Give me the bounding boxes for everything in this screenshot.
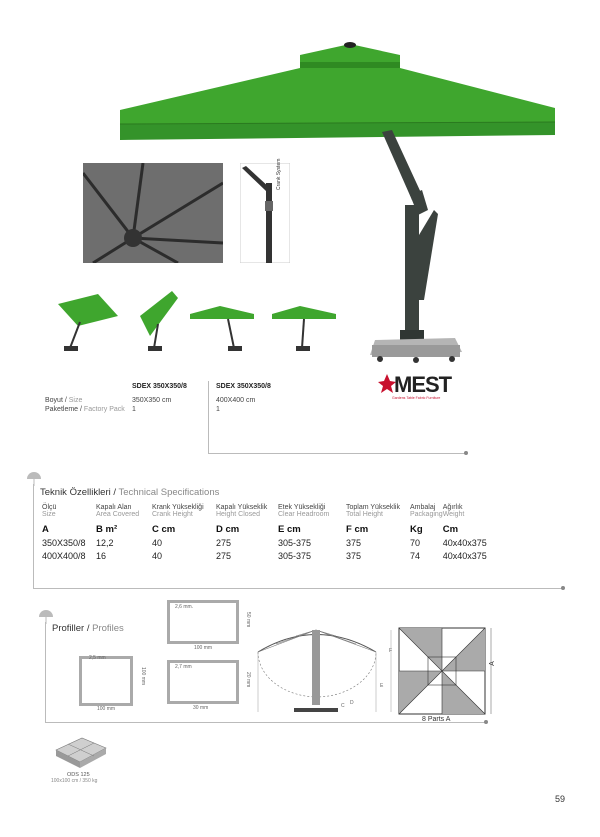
dim-c: C [341, 703, 345, 709]
crank-system-photo [240, 163, 290, 263]
spec-col1-header: SDEX 350X350/8 [132, 383, 187, 390]
base-code: ODS 125 [67, 772, 90, 778]
profile3-width: 30 mm [193, 705, 209, 711]
umbrella-canopy [120, 68, 555, 140]
spec-underline [208, 453, 465, 454]
col-en: Clear Headroom [278, 511, 330, 518]
spec-size-value-1: 350X350 cm [132, 397, 172, 404]
spec-col2-header: SDEX 350X350/8 [216, 383, 271, 390]
table-row: 350X350/8 12,2 40 275 305-375 375 70 40x40x375 [42, 538, 487, 548]
col-en: Crank Height [152, 511, 193, 518]
col-tr: Etek Yüksekliği [278, 504, 326, 511]
profile2-thickness: 2,6 mm. [175, 604, 194, 610]
rule-end-dot [464, 451, 468, 455]
profiles-rule-v [45, 622, 46, 723]
profiles-title: Profiller / Profiles [52, 623, 124, 634]
profile1-thickness: 2,5 mm [89, 655, 106, 661]
col-tr: Ağırlık [442, 504, 463, 511]
col-key: B m² [96, 524, 118, 535]
col-key: Cm [442, 524, 459, 535]
tech-section-title: Teknik Özellikleri / Technical Specifications [40, 487, 220, 498]
canopy-plan-diagram [398, 627, 494, 717]
profile2-height: 50 mm [245, 612, 251, 628]
tech-spec-table [42, 504, 503, 561]
col-tr: Toplam Yükseklik [346, 504, 400, 511]
col-tr: Ambalaj [410, 504, 436, 511]
profile3-height: 20 mm [245, 672, 251, 688]
col-en: Weight [442, 511, 465, 518]
eight-parts-label: 8 Parts A [422, 716, 451, 723]
profile3-thickness: 2,7 mm [175, 664, 192, 670]
profile2-width: 100 mm [194, 645, 213, 651]
spec-row-pack-label: Paketleme / Factory Pack [45, 406, 125, 413]
tech-section-rule-h [33, 588, 563, 589]
mest-logo-text: MEST [394, 372, 452, 397]
profile1-width: 100 mm [97, 706, 116, 712]
col-tr: Krank Yüksekliği [152, 504, 204, 511]
base-spec: 100x100 cm / 350 kg [51, 778, 98, 784]
tilt-position-4 [272, 306, 336, 351]
col-key: A [42, 524, 49, 535]
spec-size-value-2: 400X400 cm [216, 397, 256, 404]
crank-system-label: Crank System [276, 158, 282, 190]
tech-rule-end-dot [561, 586, 565, 590]
col-key: E cm [278, 524, 301, 535]
col-en: Area Covered [96, 511, 140, 518]
tech-key-row [42, 518, 503, 535]
dim-e: E [380, 683, 384, 689]
tech-header-tr-row [42, 504, 503, 511]
col-key: Kg [410, 524, 423, 535]
col-key: C cm [152, 524, 176, 535]
col-en: Packaging [410, 511, 443, 518]
page-number: 59 [555, 794, 566, 804]
col-tr: Kapalı Yükseklik [216, 504, 268, 511]
col-tr: Kapalı Alan [96, 504, 132, 511]
umbrella-icon [38, 608, 54, 624]
profiles-rule-end-dot [484, 720, 488, 724]
mest-logo [378, 372, 462, 402]
spec-divider [208, 381, 209, 453]
umbrella-dimension-diagram [256, 622, 396, 722]
tilt-position-1 [58, 294, 118, 351]
col-en: Size [42, 511, 56, 518]
col-key: D cm [216, 524, 240, 535]
profiles-rule-h [45, 722, 485, 723]
spec-pack-value-1: 1 [132, 406, 136, 413]
table-row: 400X400/8 16 40 275 305-375 375 74 40x40x375 [42, 551, 487, 561]
tilt-position-2 [140, 291, 178, 351]
spec-row-size-label: Boyut / Size [45, 397, 83, 404]
tech-section-rule-v [33, 484, 34, 589]
profile-square-100 [79, 656, 133, 706]
dim-d: D [350, 700, 354, 706]
profile1-height: 100 mm [140, 667, 146, 686]
umbrella-tilt-positions [50, 286, 340, 356]
umbrella-top-cap [300, 42, 400, 70]
col-key: F cm [346, 524, 369, 535]
umbrella-pole [382, 130, 438, 345]
tech-header-en-row [42, 511, 503, 518]
mest-tagline: Gardens Table Fabric Furniture [392, 396, 441, 400]
dim-f: F [389, 648, 393, 654]
base-plate-image [52, 732, 108, 772]
spec-pack-value-2: 1 [216, 406, 220, 413]
tilt-position-3 [190, 306, 254, 351]
dim-a: A [488, 661, 496, 666]
col-en: Height Closed [216, 511, 260, 518]
canopy-frame-detail-photo [83, 163, 223, 263]
col-en: Total Height [346, 511, 383, 518]
col-tr: Ölçü [42, 504, 57, 511]
umbrella-icon [26, 470, 42, 486]
umbrella-base [370, 338, 462, 363]
